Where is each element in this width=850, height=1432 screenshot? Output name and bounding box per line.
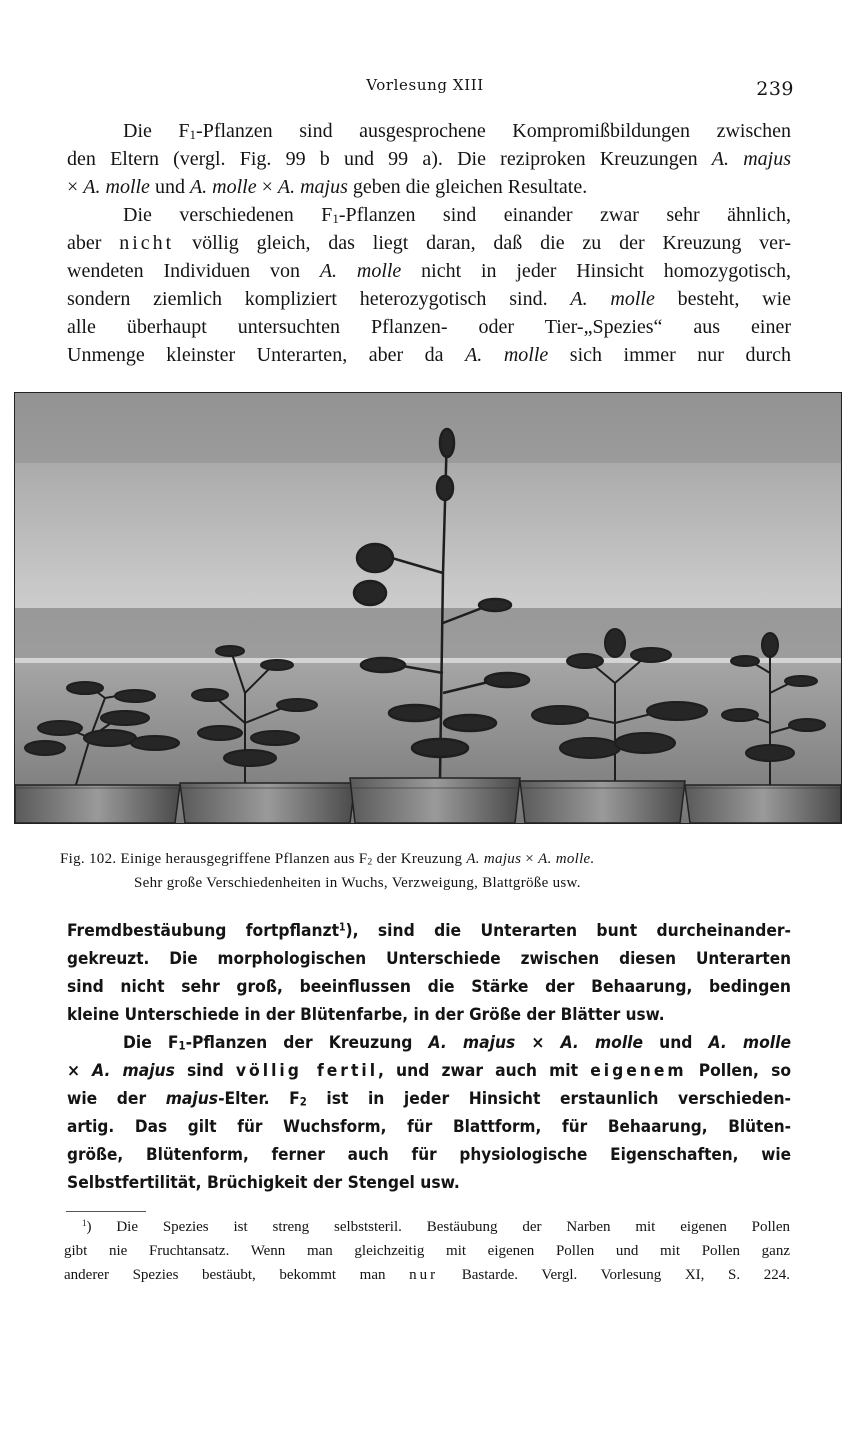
text-line: Die $F_1$-Pflanzen der Kreuzung A. majus × A. molle und A. molle (123, 1033, 792, 1053)
text-line: Die verschiedenen $F_1$-Pflanzen sind einander zwar sehr ähnlich, (123, 204, 791, 226)
text-line: × A. majus sind völlig fertil, und zwar auch mit eigenem Pollen, so (67, 1061, 792, 1081)
species-name: majus (165, 1089, 219, 1109)
species-name: A. molle (189, 176, 257, 198)
species-name: A. molle (83, 176, 150, 198)
text-line: × A. molle und A. molle × A. majus geben die gleichen Resultate. (67, 176, 588, 198)
species-name: A. majus (466, 851, 522, 867)
species-name: A. molle (708, 1033, 792, 1053)
footnote-line: $^1$) Die Spezies ist streng selbststeril. Bestäubung der Narben mit eigenen Pollen (82, 1218, 790, 1235)
species-name: A. molle (560, 1033, 644, 1053)
species-name: A. molle (465, 344, 549, 366)
spaced-emphasis: nur (409, 1267, 439, 1283)
text-line: wendeten Individuen von A. molle nicht in jeder Hinsicht homozygotisch, (67, 260, 792, 282)
footnote-rule (66, 1211, 146, 1212)
footnote-marker: 1 (82, 1218, 87, 1229)
species-name: A. majus (711, 148, 791, 170)
species-name: A. molle (319, 260, 402, 282)
species-name: A. molle. (538, 851, 595, 867)
page-number: 239 (756, 78, 794, 100)
species-name: A. majus (92, 1061, 175, 1081)
text-line: artig. Das gilt für Wuchsform, für Blattform, für Behaarung, Blüten- (67, 1117, 791, 1137)
species-name: A. majus (277, 176, 348, 198)
text-line: Unmenge kleinster Unterarten, aber da A. molle sich immer nur durch (67, 344, 792, 366)
figure-photo (14, 392, 842, 824)
text-line: sind nicht sehr groß, beeinflussen die Stärke der Behaarung, bedingen (67, 977, 791, 997)
footnote-line: anderer Spezies bestäubt, bekommt man nur Bastarde. Vergl. Vorlesung XI, S. 224. (64, 1267, 790, 1283)
spaced-emphasis: völlig fertil (235, 1061, 379, 1081)
text-line: gekreuzt. Die morphologischen Unterschiede zwischen diesen Unterarten (67, 949, 791, 969)
caption-line: Fig. 102. Einige herausgegriffene Pflanzen aus $F_2$ der Kreuzung A. majus × A. molle. (60, 851, 595, 868)
species-name: A. majus (428, 1033, 516, 1053)
caption-line: Sehr große Verschiedenheiten in Wuchs, Verzweigung, Blattgröße usw. (134, 875, 581, 891)
figure-caption (60, 847, 800, 895)
spaced-emphasis: eigenem (590, 1061, 687, 1081)
paragraph-subspecies (67, 917, 791, 1029)
paragraph-f1-differences (67, 201, 791, 369)
text-line: größe, Blütenform, ferner auch für physiologische Eigenschaften, wie (67, 1145, 791, 1165)
paragraph-f1-compromise (67, 117, 791, 201)
text-line: den Eltern (vergl. Fig. 99 b und 99 a). Die reziproken Kreuzungen A. majus (67, 148, 791, 170)
text-line: sondern ziemlich kompliziert heterozygotisch sind. A. molle besteht, wie (67, 288, 792, 310)
text-line: alle überhaupt untersuchten Pflanzen- oder Tier-„Spezies“ aus einer (67, 316, 791, 338)
running-head (0, 76, 850, 98)
plants-photo-illustration (15, 393, 841, 823)
running-title: Vorlesung XIII (366, 76, 484, 94)
paragraph-f1-fertile (67, 1029, 791, 1197)
footnote (64, 1215, 790, 1287)
footnote-ref: 1 (339, 921, 346, 934)
footnote-line: gibt nie Fruchtansatz. Wenn man gleichzeitig mit eigenen Pollen und mit Pollen ganz (64, 1243, 790, 1259)
figure-label: Fig. 102. (60, 851, 117, 867)
text-line: wie der majus-Elter. $F_2$ ist in jeder Hinsicht erstaunlich verschieden- (67, 1089, 792, 1109)
text-line: Selbstfertilität, Brüchigkeit der Stengel usw. (67, 1173, 460, 1193)
text-line: Fremdbestäubung fortpflanzt$^1$), sind die Unterarten bunt durcheinander- (67, 921, 791, 941)
text-line: aber nicht völlig gleich, das liegt daran, daß die zu der Kreuzung ver- (67, 232, 791, 254)
text-line: kleine Unterschiede in der Blütenfarbe, in der Größe der Blätter usw. (67, 1005, 665, 1025)
spaced-emphasis: nicht (119, 232, 175, 254)
text-line: Die $F_1$-Pflanzen sind ausgesprochene Kompromißbildungen zwischen (123, 120, 791, 142)
species-name: A. molle (570, 288, 655, 310)
